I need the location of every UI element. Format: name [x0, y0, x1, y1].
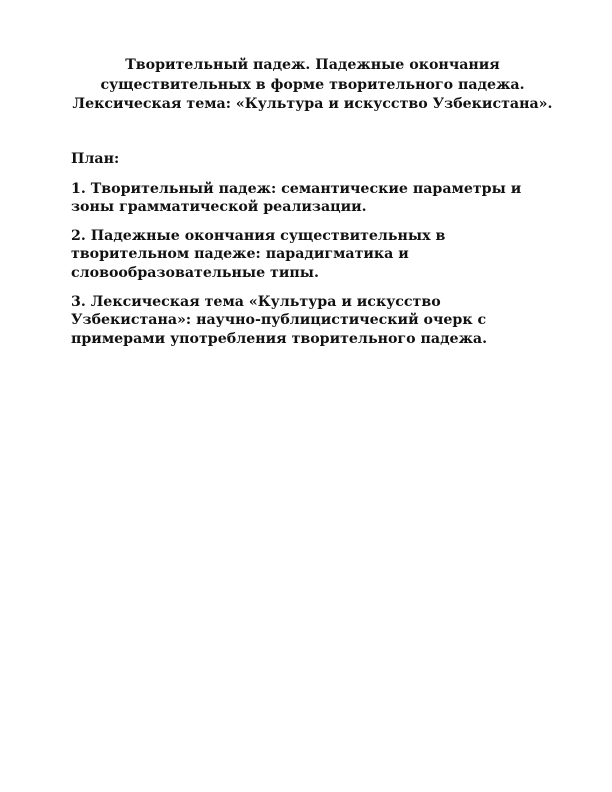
plan-item-1	[71, 180, 551, 217]
plan-heading: План:	[71, 151, 120, 167]
document-title	[60, 56, 565, 115]
plan-item-3	[71, 293, 551, 349]
plan-item-2	[71, 227, 551, 283]
plan-item-line: 1. Творительный падеж: семантические параметры и	[71, 180, 522, 197]
title-line: Лексическая тема: «Культура и искусство Узбекистана».	[72, 96, 553, 112]
plan-item-line: зоны грамматической реализации.	[71, 199, 367, 216]
plan-item-line: 3. Лексическая тема «Культура и искусство	[71, 293, 441, 310]
title-line: Творительный падеж. Падежные окончания	[125, 57, 500, 73]
title-line: существительных в форме творительного падежа.	[100, 76, 525, 93]
plan-item-line: Узбекистана»: научно-публицистический очерк с	[71, 312, 487, 329]
plan-item-line: словообразовательные типы.	[71, 264, 319, 281]
plan-item-line: творительном падеже: парадигматика и	[71, 246, 409, 263]
plan-item-line: примерами употребления творительного падежа.	[71, 330, 488, 347]
plan-item-line: 2. Падежные окончания существительных в	[71, 227, 446, 244]
plan-section	[71, 150, 551, 358]
